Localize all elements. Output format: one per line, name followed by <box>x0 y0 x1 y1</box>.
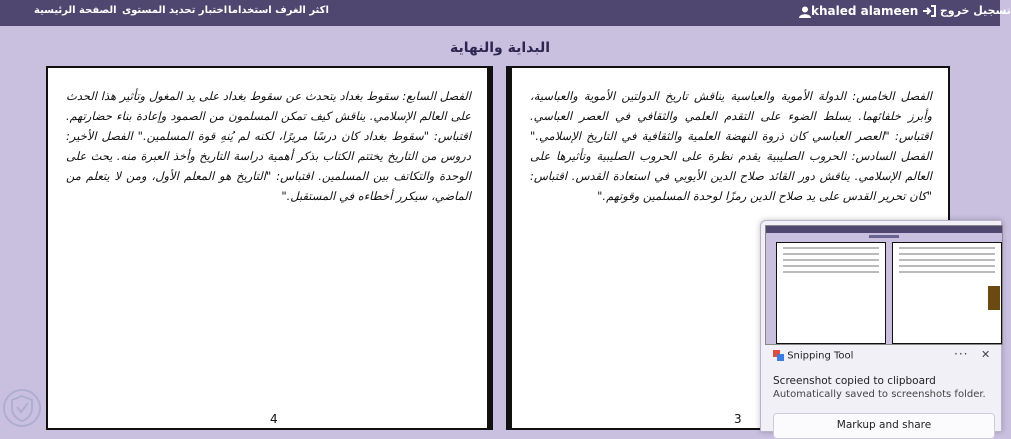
page-text: الفصل السابع: سقوط بغداد يتحدث عن سقوط بغداد على يد المغول وتأثير هذا الحدث على العالم الإسلامي. يناقش كيف تمكن المسلمون من الصمود وإعادة بناء حضارتهم. اقتباس: "سقوط بغداد كان درسًا مريرًا، لكنه لم يُنهِ قوة المسلمين." الفصل الأخير: دروس من التاريخ يختتم الكتاب بذكر أهمية دراسة التاريخ وأخذ العبرة منه. يحث على الوحدة والتكاتف بين المسلمين. اقتباس: "التاريخ هو المعلم الأول، ومن لا يتعلم من الماضي، سيكرر أخطاءه في المستقبل." <box>66 89 471 203</box>
screenshot-thumbnail[interactable] <box>765 225 1003 345</box>
nav-popular-rooms-link[interactable]: اكثر الغرف استخداما <box>228 5 329 16</box>
page-number: 3 <box>734 412 742 426</box>
page-text: الفصل الخامس: الدولة الأموية والعباسية يناقش تاريخ الدولتين الأموية والعباسية، وأبرز خلفائهما. يسلط الضوء على التقدم العلمي والثقافي في العصر العباسي. اقتباس: "العصر العباسي كان ذروة النهضة العلمية والثقافية في التاريخ الإسلامي." الفصل السادس: الحروب الصليبية يقدم نظرة على الحروب الصليبية وتأثيرها على العالم الإسلامي. يناقش دور القائد صلاح الدين الأيوبي في استعادة القدس. اقتباس: "كان تحرير القدس على يد صلاح الدين رمزًا لوحدة المسلمين وقوتهم." <box>530 89 932 203</box>
snipping-tool-app-label <box>773 350 853 362</box>
snipping-tool-name: Snipping Tool <box>787 350 854 362</box>
notification-subtitle: Automatically saved to screenshots folder. <box>773 389 986 400</box>
logout-button[interactable] <box>922 0 1011 26</box>
nav-level-test-link[interactable]: اختبار تحديد المستوى <box>122 5 228 16</box>
logout-label: تسجيل خروج <box>939 4 1011 17</box>
book-spine <box>493 66 506 430</box>
snipping-tool-notification[interactable] <box>760 220 1002 432</box>
thumbnail-page-left <box>776 242 886 344</box>
snipping-tool-icon <box>773 350 784 361</box>
thumbnail-header <box>766 226 1002 233</box>
user-icon <box>799 6 811 18</box>
top-navigation-bar <box>0 0 1011 26</box>
user-profile-link[interactable] <box>799 0 918 26</box>
notification-title: Screenshot copied to clipboard <box>773 375 936 387</box>
shield-logo-icon <box>2 388 42 428</box>
page-number: 4 <box>270 412 278 426</box>
logout-icon <box>922 5 936 17</box>
thumbnail-title <box>766 235 1002 238</box>
more-icon[interactable]: ··· <box>954 347 969 361</box>
close-icon[interactable]: ✕ <box>981 348 991 361</box>
book-page-left[interactable] <box>46 66 493 430</box>
book-title: البداية والنهاية <box>450 40 550 56</box>
markup-and-share-button[interactable]: Markup and share <box>773 413 995 439</box>
thumbnail-photo <box>988 286 1000 310</box>
thumbnail-page-right <box>892 242 1002 344</box>
nav-home-link[interactable]: الصفحة الرئيسية <box>34 5 117 16</box>
user-name: khaled alameen <box>811 4 919 18</box>
